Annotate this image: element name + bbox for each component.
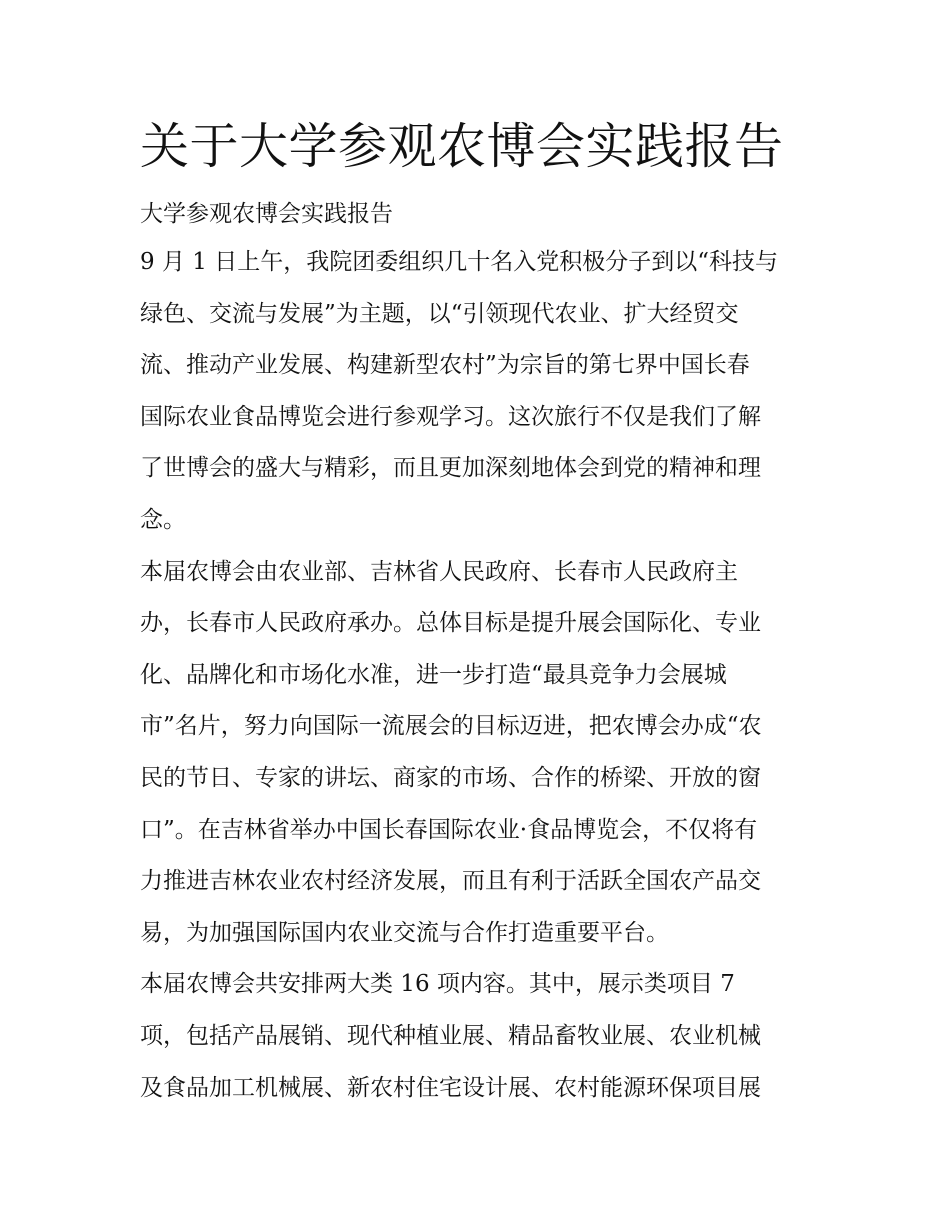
document-page xyxy=(140,112,812,1121)
paragraph-line: 念。 xyxy=(140,506,186,533)
paragraph-line: 项，包括产品展销、现代种植业展、精品畜牧业展、农业机械 xyxy=(140,1022,761,1049)
paragraph-line: 及食品加工机械展、新农村住宅设计展、农村能源环保项目展 xyxy=(140,1074,761,1101)
paragraph-line: 本届农博会由农业部、吉林省人民政府、长春市人民政府主 xyxy=(140,558,738,585)
paragraph-1 xyxy=(140,244,812,554)
paragraph-line: 9 月 1 日上午，我院团委组织几十名入党积极分子到以“科技与 xyxy=(140,249,778,275)
document-subtitle: 大学参观农博会实践报告 xyxy=(140,201,393,227)
paragraph-3 xyxy=(140,966,812,1121)
paragraph-line: 力推进吉林农业农村经济发展，而且有利于活跃全国农产品交 xyxy=(140,868,761,895)
paragraph-line: 易，为加强国际国内农业交流与合作打造重要平台。 xyxy=(140,919,669,946)
paragraph-line: 本届农博会共安排两大类 16 项内容。其中，展示类项目 7 xyxy=(140,971,735,998)
paragraph-line: 了世博会的盛大与精彩，而且更加深刻地体会到党的精神和理 xyxy=(140,455,761,482)
paragraph-line: 办，长春市人民政府承办。总体目标是提升展会国际化、专业 xyxy=(140,610,761,637)
paragraph-line: 流、推动产业发展、构建新型农村”为宗旨的第七界中国长春 xyxy=(140,352,750,379)
paragraph-line: 口”。在吉林省举办中国长春国际农业·食品博览会，不仅将有 xyxy=(140,816,758,843)
paragraph-line: 绿色、交流与发展”为主题，以“引领现代农业、扩大经贸交 xyxy=(140,300,739,327)
paragraph-line: 国际农业食品博览会进行参观学习。这次旅行不仅是我们了解 xyxy=(140,403,761,430)
paragraph-2 xyxy=(140,554,812,967)
paragraph-line: 民的节日、专家的讲坛、商家的市场、合作的桥梁、开放的窗 xyxy=(140,764,761,791)
document-title: 关于大学参观农博会实践报告 xyxy=(140,118,784,175)
paragraph-line: 化、品牌化和市场化水准，进一步打造“最具竞争力会展城 xyxy=(140,661,727,688)
paragraph-line: 市”名片，努力向国际一流展会的目标迈进，把农博会办成“农 xyxy=(140,713,762,740)
